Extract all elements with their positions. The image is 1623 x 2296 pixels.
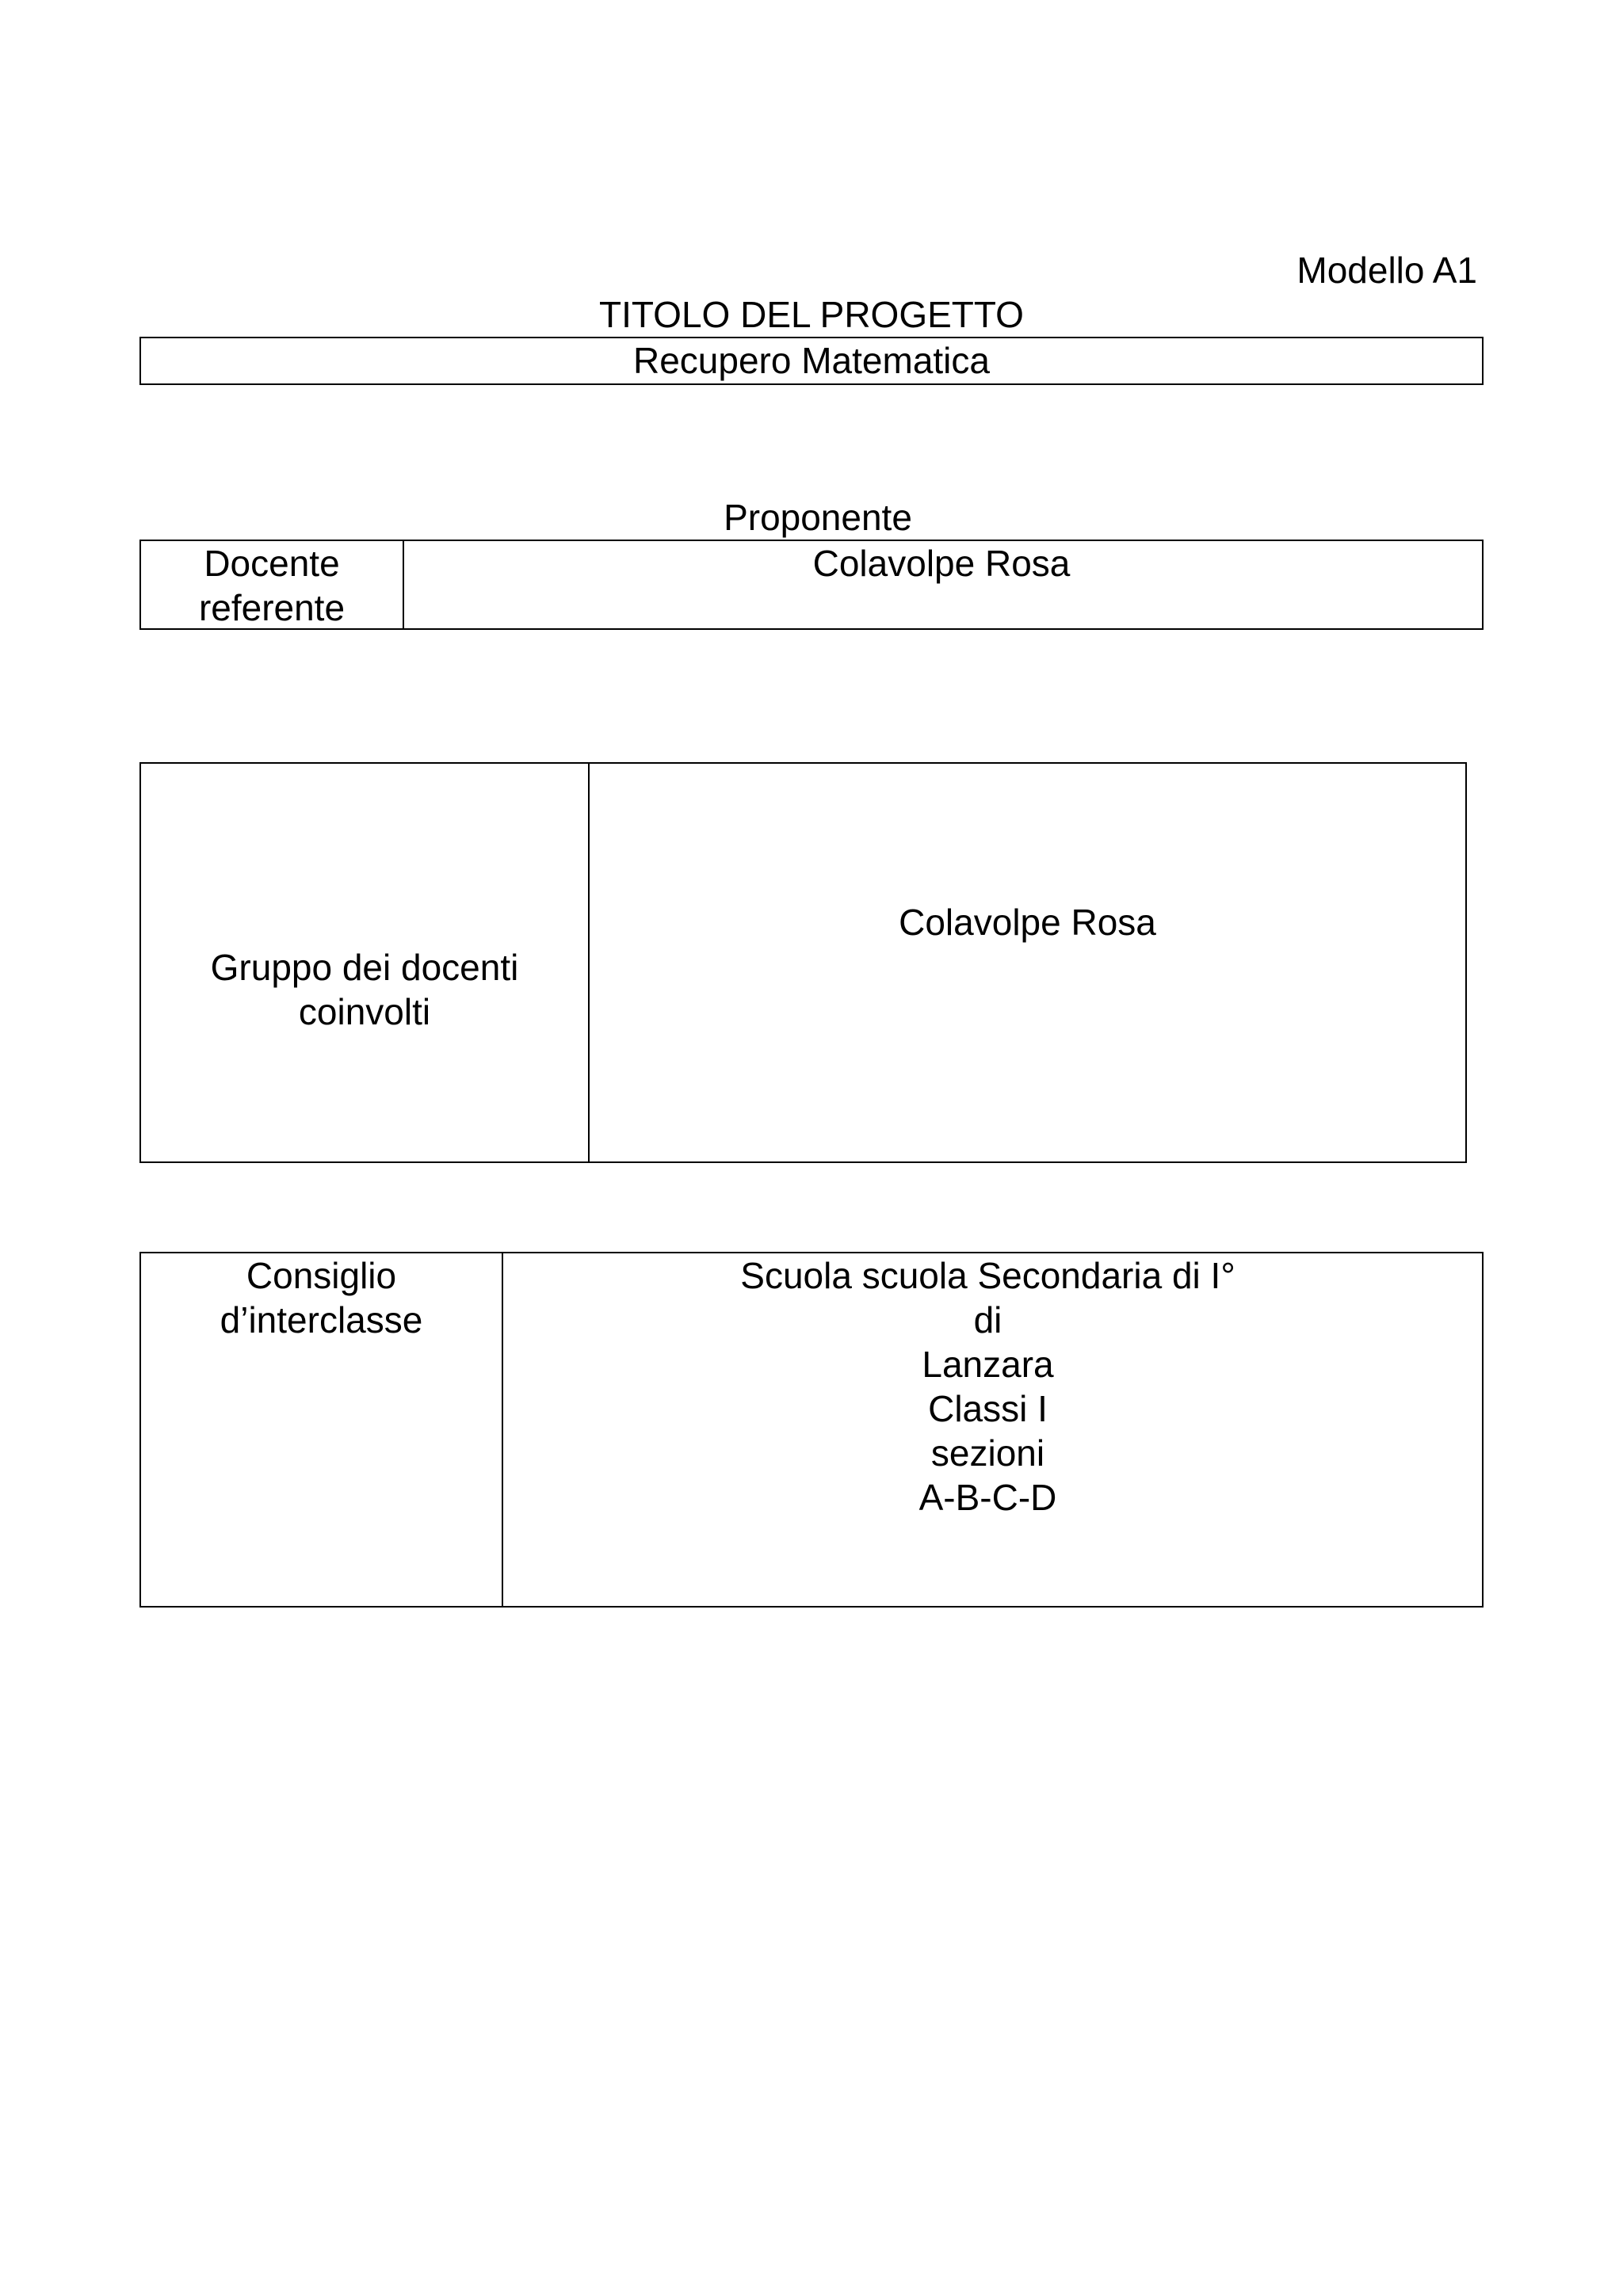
council-value-cell bbox=[503, 1253, 1482, 1520]
council-value-line-6: A-B-C-D bbox=[918, 1477, 1057, 1518]
proponent-value: Colavolpe Rosa bbox=[812, 543, 1071, 584]
proponent-label-cell bbox=[141, 541, 403, 630]
teachers-group-label-cell bbox=[141, 945, 588, 1034]
proponent-heading: Proponente bbox=[724, 497, 912, 538]
council-label-line-2: d’interclasse bbox=[220, 1299, 423, 1341]
council-value-line-1: Scuola scuola Secondaria di I° bbox=[740, 1255, 1235, 1296]
teachers-group-divider bbox=[588, 764, 590, 1161]
project-title-value: Recupero Matematica bbox=[633, 340, 990, 381]
council-value-line-2: di bbox=[973, 1299, 1002, 1341]
council-value-line-3: Lanzara bbox=[922, 1344, 1054, 1385]
council-table bbox=[139, 1252, 1484, 1608]
proponent-label-line-1: Docente bbox=[204, 543, 340, 584]
project-title-box bbox=[139, 337, 1484, 385]
project-title-heading: TITOLO DEL PROGETTO bbox=[599, 294, 1024, 335]
council-value-line-5: sezioni bbox=[930, 1432, 1045, 1474]
teachers-group-label-line-1: Gruppo dei docenti bbox=[210, 947, 519, 988]
teachers-group-value: Colavolpe Rosa bbox=[899, 902, 1156, 943]
model-label: Modello A1 bbox=[1296, 250, 1477, 291]
council-label-cell bbox=[141, 1253, 502, 1342]
council-label-line-1: Consiglio bbox=[246, 1255, 397, 1296]
proponent-label-line-2: referente bbox=[198, 587, 346, 628]
council-value-line-4: Classi I bbox=[928, 1388, 1048, 1429]
teachers-group-label-line-2: coinvolti bbox=[298, 991, 431, 1032]
teachers-group-table bbox=[139, 762, 1467, 1163]
proponent-table bbox=[139, 540, 1484, 630]
